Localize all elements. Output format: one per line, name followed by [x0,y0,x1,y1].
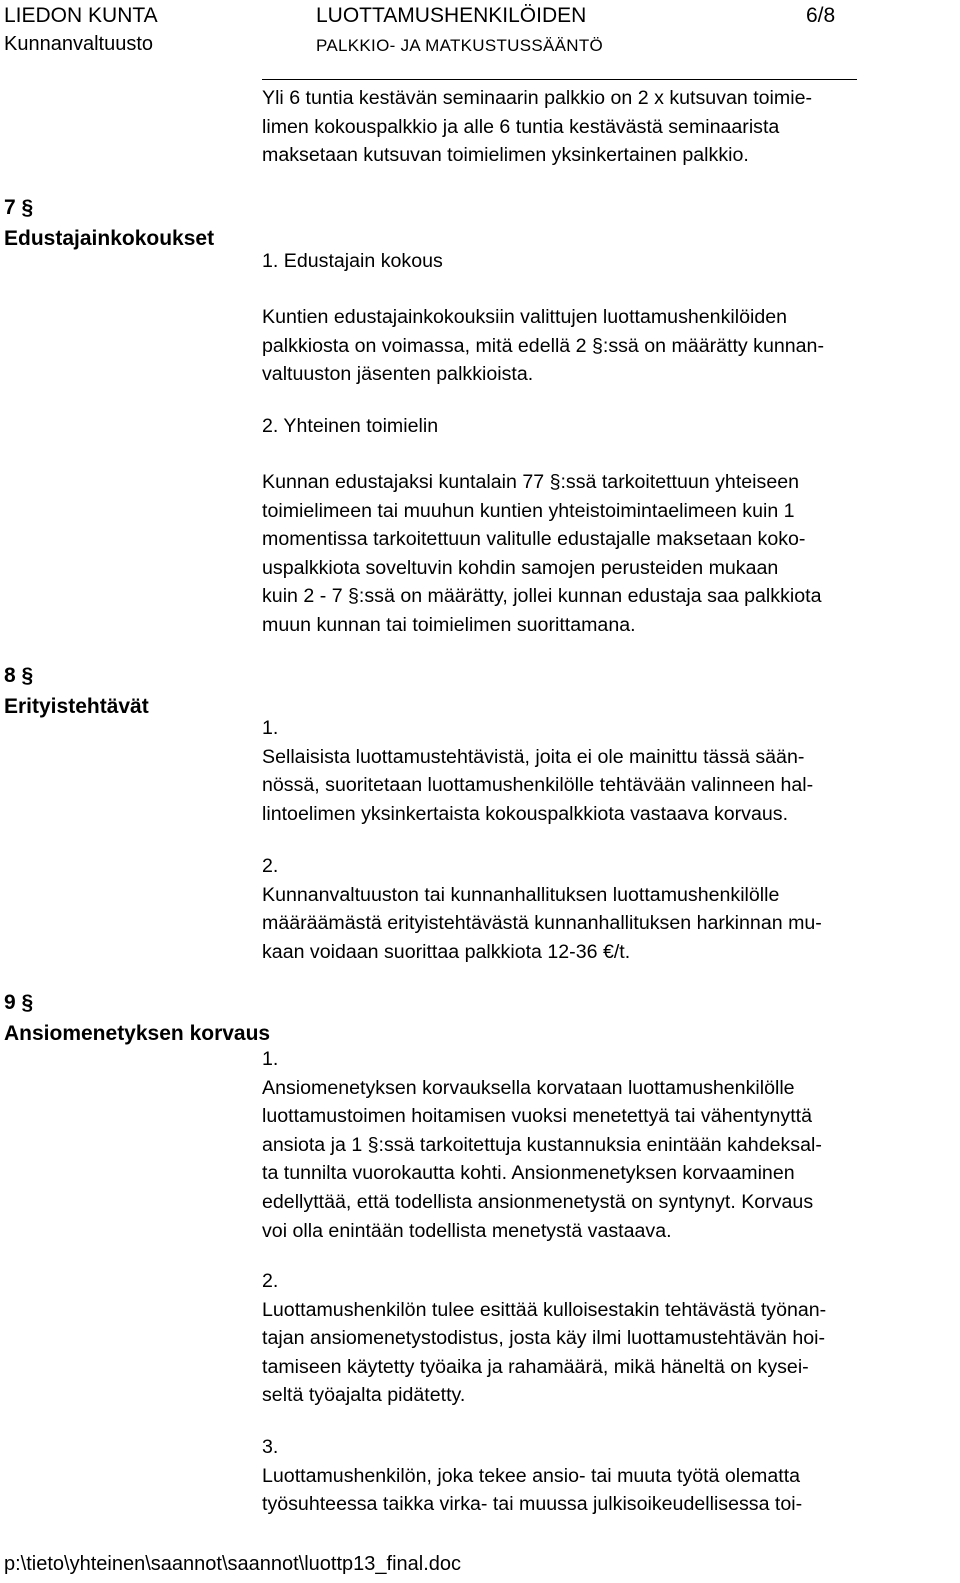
section-8-heading [4,660,149,722]
subheading: 1. Edustajain kokous [262,250,443,272]
page-number: 6/8 [806,4,836,27]
paragraph: 2. Luottamushenkilön tulee esittää kulloisestakin tehtävästä työnan- tajan ansiomenetystodistus, josta käy ilmi luottamustehtävän hoi- tamiseen käytetty työaika ja rahamäärä, mikä häneltä on kysei- seltä työajalta pidätetty. [262,1270,827,1407]
seminar-paragraph: Yli 6 tuntia kestävän seminaarin palkkio on 2 x kutsuvan toimie- limen kokouspalkkio ja alle 6 tuntia kestävästä seminaarista maksetaan kutsuvan toimielimen yksinkertainen palkkio. [262,87,812,167]
section-number: 9 § [4,991,34,1014]
subheading: 2. Yhteinen toimielin [262,415,439,437]
paragraph: 3. Luottamushenkilön, joka tekee ansio- tai muuta työtä olematta työsuhteessa taikka virka- tai muussa julkisoikeudellisessa toi- [262,1436,803,1516]
org-name: LIEDON KUNTA [4,4,158,27]
paragraph: Kuntien edustajainkokouksiin valittujen luottamushenkilöiden palkkiosta on voimassa, mitä edellä 2 §:ssä on määrätty kunnan- valtuuston jäsenten palkkioista. [262,306,824,386]
section-title: Ansiomenetyksen korvaus [4,1022,271,1045]
section-title: Edustajainkokoukset [4,227,215,250]
document-subtitle: PALKKIO- JA MATKUSTUSSÄÄNTÖ [316,36,604,55]
section-9-heading [4,987,270,1049]
paragraph: Kunnan edustajaksi kuntalain 77 §:ssä tarkoitettuun yhteiseen toimielimeen tai muuhun kuntien yhteistoimintaelimeen kuin 1 momentissa tarkoitettuun valitulle edustajalle maksetaan koko- uspalkkiota soveltuvin kohdin samojen perusteiden mukaan kuin 2 - 7 §:ssä on määrätty, jollei kunnan edustaja saa palkkiota muun kunnan tai toimielimen suorittamana. [262,471,822,636]
body-name: Kunnanvaltuusto [4,33,154,55]
section-title: Erityistehtävät [4,695,149,718]
document-title: LUOTTAMUSHENKILÖIDEN [316,4,587,27]
paragraph: 2. Kunnanvaltuuston tai kunnanhallituksen luottamushenkilölle määräämästä erityistehtävästä kunnanhallituksen harkinnan mu- kaan voidaan suorittaa palkkiota 12-36 €/t. [262,855,822,963]
paragraph: 1. Ansiomenetyksen korvauksella korvataan luottamushenkilölle luottamustoimen hoitamisen vuoksi menetettyä tai vähentynyttä ansiota ja 1 §:ssä tarkoitettuja kustannuksia enintään kahdeksal- ta tunnilta vuorokautta kohti. Ansionmenetyksen korvaaminen edellyttää, että todellista ansionmenetystä on syntynyt. Korvaus voi olla enintään todellista menetystä vastaava. [262,1048,822,1242]
header-rule [262,79,857,80]
section-number: 7 § [4,196,34,219]
paragraph: 1. Sellaisista luottamustehtävistä, joita ei ole mainittu tässä sään- nössä, suoritetaan luottamushenkilölle tehtävään valinneen hal- lintoelimen yksinkertaista kokouspalkkiota vastaava korvaus. [262,717,814,825]
section-number: 8 § [4,664,34,687]
file-path-footer: p:\tieto\yhteinen\saannot\saannot\luottp13_final.doc [4,1553,462,1575]
section-7-heading [4,192,214,254]
